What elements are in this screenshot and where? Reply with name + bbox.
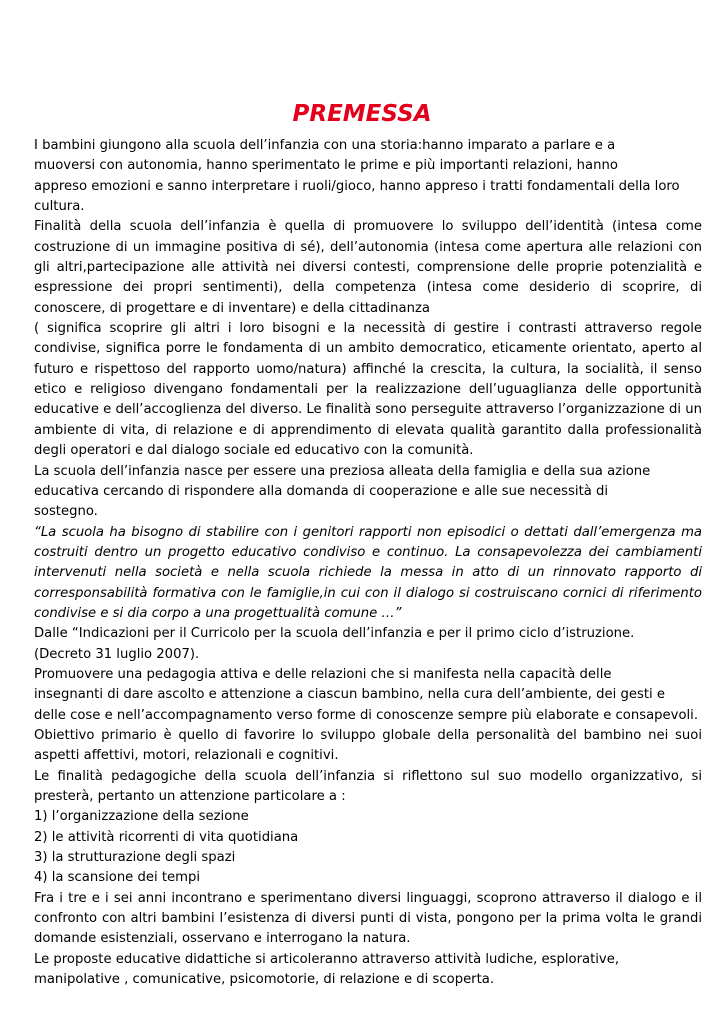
paragraph <box>34 136 702 217</box>
paragraph-line: 3) la strutturazione degli spazi <box>34 850 236 866</box>
paragraph-line: sostegno. <box>34 504 98 520</box>
paragraph-line: Dalle “Indicazioni per il Curricolo per la scuola dell’infanzia e per il primo ciclo d’istruzione. <box>34 626 635 642</box>
paragraph-line: 4) la scansione dei tempi <box>34 870 200 886</box>
paragraph-line: La scuola dell’infanzia nasce per essere una preziosa alleata della famiglia e della sua azione <box>34 463 651 479</box>
paragraph <box>34 665 702 726</box>
paragraph: Fra i tre e i sei anni incontrano e sperimentano diversi linguaggi, scoprono attraverso il dialogo e il confronto con altri bambini l’esistenza di diversi punti di vista, pongono per la prima volta le grandi domande esistenziali, osservano e interrogano la natura. <box>34 890 702 947</box>
paragraph-line: Le proposte educative didattiche si articoleranno attraverso attività ludiche, esplorative, <box>34 951 620 967</box>
paragraph-line: 1) l’organizzazione della sezione <box>34 809 249 825</box>
paragraph: Obiettivo primario è quello di favorire lo sviluppo globale della personalità del bambino nei suoi aspetti affettivi, motori, relazionali e cognitivi. <box>34 727 702 764</box>
paragraph-line: insegnanti di dare ascolto e attenzione a ciascun bambino, nella cura dell’ambiente, dei gesti e <box>34 687 665 703</box>
paragraph: Le finalità pedagogiche della scuola dell’infanzia si riflettono sul suo modello organizzativo, si presterà, pertanto un attenzione particolare a : <box>34 768 702 804</box>
paragraph-line: cultura. <box>34 199 85 215</box>
paragraph <box>34 807 702 888</box>
paragraph: Finalità della scuola dell’infanzia è quella di promuovere lo sviluppo dell’identità (intesa come costruzione di un immagine positiva di sé), dell’autonomia (intesa come apertura alle relazioni con gli altri,partecipazione alle attività nei diversi contesti, comprensione delle proprie potenzialità e espressione dei propri sentimenti), della competenza (intesa come desiderio di scoprire, di conoscere, di progettare e di inventare) e della cittadinanza <box>34 219 702 316</box>
paragraph <box>34 950 702 991</box>
paragraph-line: 2) le attività ricorrenti di vita quotidiana <box>34 829 299 845</box>
paragraph-line: manipolative , comunicative, psicomotorie, di relazione e di scoperta. <box>34 972 495 988</box>
paragraph-line: I bambini giungono alla scuola dell’infanzia con una storia:hanno imparato a parlare e a <box>34 138 616 153</box>
paragraph: “La scuola ha bisogno di stabilire con i genitori rapporti non episodici o dettati dall’emergenza ma costruiti dentro un progetto educativo condiviso e continuo. La consapevolezza dei cambiamenti intervenuti nella società e nella scuola richiede la messa in atto di un rinnovato rapporto di corresponsabilità formativa con le famiglie,in cui con il dialogo si costruiscano cornici di riferimento condivise e si dia corpo a una progettualità comune …” <box>34 524 702 621</box>
paragraph-line: (Decreto 31 luglio 2007). <box>34 646 200 662</box>
paragraph-line: educativa cercando di rispondere alla domanda di cooperazione e alle sue necessità di <box>34 483 609 499</box>
paragraph-line: muoversi con autonomia, hanno sperimentato le prime e più importanti relazioni, hanno <box>34 158 618 174</box>
paragraph-line: delle cose e nell’accompagnamento verso forme di conoscenze sempre più elaborate e consapevoli. <box>34 707 699 723</box>
paragraph <box>34 624 702 665</box>
document-body <box>34 136 702 990</box>
paragraph-line: appreso emozioni e sanno interpretare i ruoli/gioco, hanno appreso i tratti fondamentali della loro <box>34 178 680 194</box>
document-title: PREMESSA <box>292 101 432 127</box>
paragraph: ( significa scoprire gli altri i loro bisogni e la necessità di gestire i contrasti attraverso regole condivise, significa porre le fondamenta di un ambito democratico, eticamente orientato, aperto al futuro e rispettoso del rapporto uomo/natura) affinché la crescita, la cultura, la socialità, il senso etico e religioso divengano fondamentali per la realizzazione dell’uguaglianza delle opportunità educative e dell’accoglienza del diverso. Le finalità sono perseguite attraverso l’organizzazione di un ambiente di vita, di relazione e di apprendimento di elevata qualità garantito dalla professionalità degli operatori e dal dialogo sociale ed educativo con la comunità. <box>34 321 702 459</box>
paragraph-line: Promuovere una pedagogia attiva e delle relazioni che si manifesta nella capacità delle <box>34 666 612 682</box>
paragraph <box>34 462 702 523</box>
